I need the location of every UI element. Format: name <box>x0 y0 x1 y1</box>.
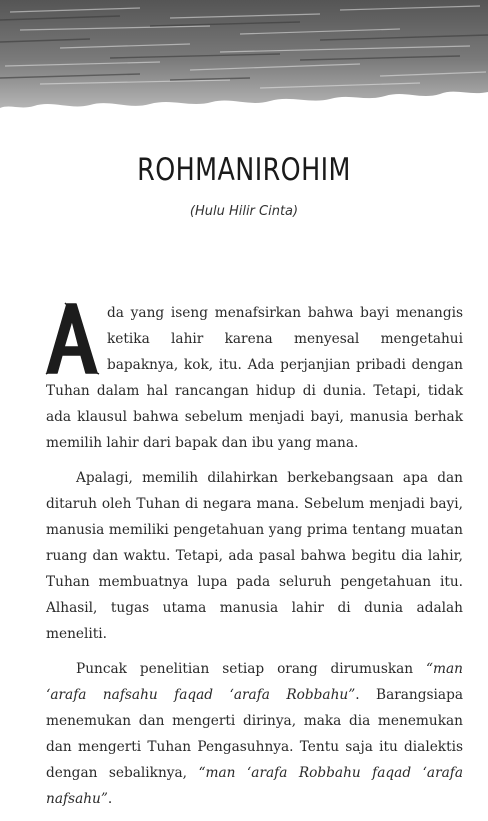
dropcap-letter <box>43 301 101 375</box>
arabic-quote-2: “man ‘arafa Robbahu faqad ‘arafa nafsahu” <box>46 765 463 807</box>
paragraph-3-text-b: . Barangsiapa menemukan dan mengerti dirinya, maka dia menemukan dan mengerti Tuhan Pengasuhnya. Tentu saja itu dialektis dengan sebaliknya, <box>46 687 463 781</box>
chapter-body <box>46 300 463 821</box>
paragraph-3 <box>46 656 463 812</box>
chapter-subtitle: (Hulu Hilir Cinta) <box>189 204 299 219</box>
paragraph-2: Apalagi, memilih dilahirkan berkebangsaan apa dan ditaruh oleh Tuhan di negara mana. Sebelum menjadi bayi, manusia memiliki pengetahuan yang prima tentang muatan ruang dan waktu. Tetapi, ada pasal bahwa begitu dia lahir, Tuhan membuatnya lupa pada seluruh pengetahuan itu. Alhasil, tugas utama manusia lahir di dunia adalah meneliti. <box>46 470 463 642</box>
paragraph-3-text-c: . <box>107 791 113 807</box>
brush-stroke-header-illustration <box>0 0 488 130</box>
paragraph-3-text-a: Puncak penelitian setiap orang dirumuskan <box>76 661 427 677</box>
arabic-quote-1: “man ‘arafa nafsahu faqad ‘arafa Robbahu” <box>46 661 463 703</box>
paragraph-1 <box>46 300 463 456</box>
chapter-title: ROHMANIROHIM <box>137 152 351 188</box>
paragraph-1-text: da yang iseng menafsirkan bahwa bayi menangis ketika lahir karena menyesal mengetahui bapaknya, kok, itu. Ada perjanjian pribadi dengan Tuhan dalam hal rancangan hidup di dunia. Tetapi, tidak ada klausul bahwa sebelum menjadi bayi, manusia berhak memilih lahir dari bapak dan ibu yang mana. <box>46 305 463 451</box>
